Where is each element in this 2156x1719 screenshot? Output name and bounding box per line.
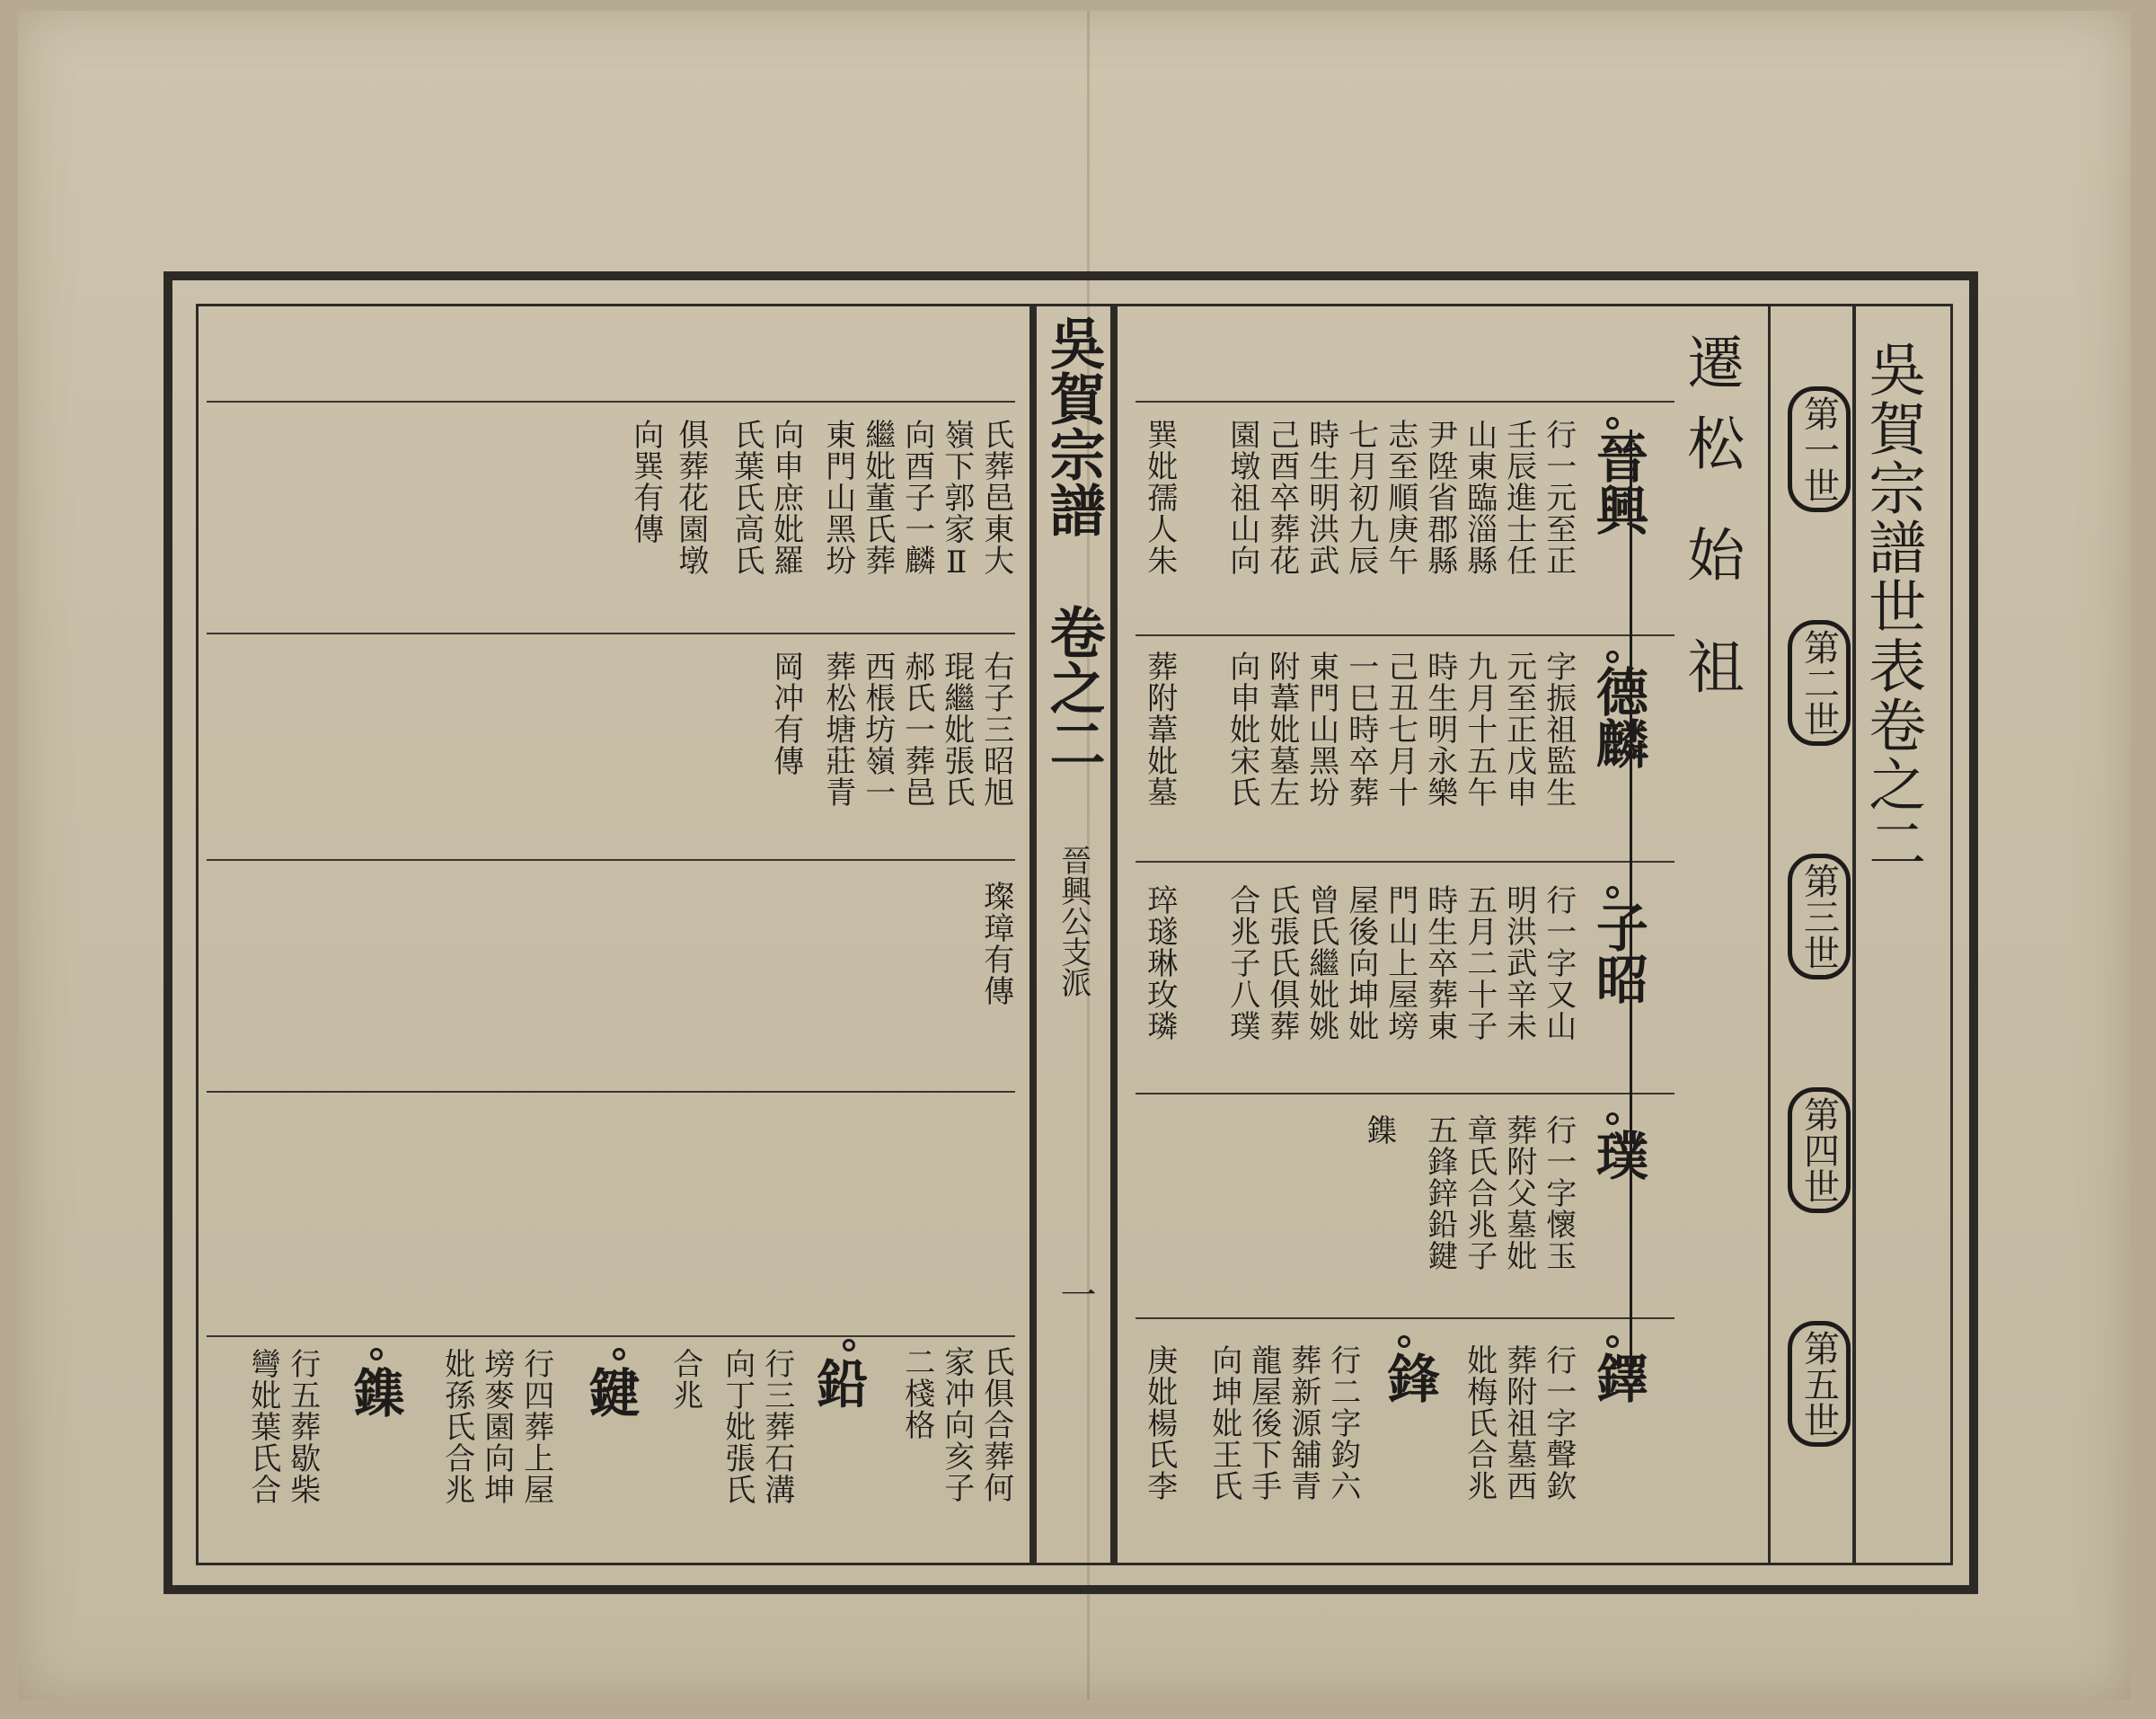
left-band1-2: 嶺下郭家Ⅱ [938, 419, 975, 581]
center-column-left-border [1029, 304, 1037, 1565]
generation-column-border [1768, 304, 1771, 1565]
note-duo-2: 葬附祖墓西 [1500, 1344, 1537, 1502]
node-jinxing [1606, 417, 1619, 430]
node-pu [1606, 1112, 1619, 1125]
center-volume: 卷之二 [1040, 604, 1107, 771]
left-band2-5: 葬松塘莊青 [819, 651, 856, 808]
node-duo [1606, 1335, 1619, 1348]
ancestor-label-1: 遷 [1677, 332, 1745, 390]
right-rule-4 [1135, 1093, 1674, 1094]
left-band1-1: 氏葬邑東大 [977, 419, 1014, 576]
left-band1-6: 向申庶妣羅 [767, 419, 804, 576]
note-zizhao-1: 行一字又山 [1540, 884, 1577, 1041]
person-qian: 鉛 [807, 1357, 869, 1409]
ancestor-label-2: 松 始 祖 [1677, 413, 1745, 713]
title-column-border [1852, 304, 1856, 1565]
note-duo-1: 行一字聲欽 [1540, 1344, 1577, 1502]
note-pu-2: 葬附父墓妣 [1500, 1114, 1537, 1272]
node-delin [1606, 651, 1619, 663]
generation-badge-1: 第一世 [1788, 386, 1851, 512]
person-delin: 德麟 [1586, 665, 1648, 769]
right-rule-3 [1135, 861, 1674, 863]
person-jinxing: 晉興 [1586, 431, 1648, 536]
note-jinxing-4: 尹陞省郡縣 [1421, 419, 1458, 576]
note-jinxing-6: 七月初九辰 [1342, 419, 1379, 576]
person-zizhao: 子昭 [1586, 900, 1648, 1005]
note-ji-2: 彎妣葉氏合 [244, 1348, 281, 1505]
person-pu: 璞 [1586, 1129, 1648, 1181]
note-qian-1: 行三葬石溝 [758, 1348, 795, 1505]
note-jinxing-8: 己酉卒葬花 [1263, 419, 1300, 576]
note-zizhao-6: 屋後向坤妣 [1342, 884, 1379, 1041]
generation-badge-3: 第三世 [1788, 854, 1851, 979]
note-zizhao-4: 時生卒葬東 [1421, 884, 1458, 1041]
right-rule-1 [1135, 401, 1674, 403]
note-jinxing-9: 園墩祖山向 [1224, 419, 1260, 576]
node-ji [370, 1348, 383, 1360]
center-title: 吳賀宗譜 [1040, 315, 1107, 537]
note-zizhao-2: 明洪武辛未 [1500, 884, 1537, 1041]
left-rule-5 [207, 1335, 1015, 1337]
left-band2-6: 岡冲有傳 [767, 651, 804, 776]
center-page-number: 一 [1055, 1276, 1096, 1312]
note-delin-4: 時生明永樂 [1421, 651, 1458, 808]
generation-badge-5: 第五世 [1788, 1321, 1851, 1447]
node-zizhao [1606, 886, 1619, 899]
node-feng [1398, 1335, 1410, 1348]
person-ji: 鏶 [343, 1366, 405, 1418]
left-band5-2: 家冲向亥子 [938, 1346, 975, 1503]
note-delin-7: 東門山黑坋 [1303, 651, 1339, 808]
left-band2-2: 琨繼妣張氏 [938, 651, 975, 808]
note-delin-3: 九月十五午 [1461, 651, 1498, 808]
note-jian-2: 塝麥園向坤 [478, 1348, 515, 1505]
generation-badge-4: 第四世 [1788, 1087, 1851, 1213]
note-pu-5: 鏶 [1360, 1114, 1397, 1146]
left-band5-3: 二棧格 [898, 1346, 935, 1440]
note-qian-3: 合兆 [667, 1348, 703, 1411]
note-delin-1: 字振祖監生 [1540, 651, 1577, 808]
left-rule-2 [207, 633, 1015, 634]
note-delin-8: 附葦妣墓左 [1263, 651, 1300, 808]
note-pu-4: 五鋒鋅鉛鍵 [1421, 1114, 1458, 1272]
left-band2-1: 右子三昭旭 [977, 651, 1014, 808]
note-zizhao-10: 琗璲琳玫璘 [1141, 884, 1178, 1041]
center-branch: 晉興公支派 [1055, 845, 1091, 997]
note-feng-2: 葬新源舖青 [1285, 1344, 1321, 1502]
left-rule-3 [207, 859, 1015, 861]
note-feng-4: 向坤妣王氏 [1206, 1344, 1242, 1502]
note-feng-1: 行二字鈞六 [1324, 1344, 1361, 1502]
left-band1-5: 東門山黑坋 [819, 419, 856, 576]
left-band5-1: 氏俱合葬何 [977, 1346, 1014, 1503]
note-delin-2: 元至正戊申 [1500, 651, 1537, 808]
left-band3-1: 璨璋有傳 [977, 881, 1014, 1006]
note-duo-3: 妣梅氏合兆 [1461, 1344, 1498, 1502]
note-pu-3: 章氏合兆子 [1461, 1114, 1498, 1272]
center-column-right-border [1110, 304, 1118, 1565]
page-title: 吳賀宗譜世表卷之二 [1859, 340, 1926, 873]
note-zizhao-5: 門山上屋塝 [1382, 884, 1418, 1041]
note-pu-1: 行一字懷玉 [1540, 1114, 1577, 1272]
note-qian-2: 向丁妣張氏 [719, 1348, 755, 1505]
person-jian: 鍵 [579, 1366, 641, 1418]
left-band1-4: 繼妣董氏葬 [859, 419, 896, 576]
generation-badge-2: 第二世 [1788, 620, 1851, 746]
note-zizhao-7: 曾氏繼妣姚 [1303, 884, 1339, 1041]
note-jinxing-10: 巽妣孺人朱 [1141, 419, 1178, 576]
note-feng-3: 龍屋後下手 [1245, 1344, 1282, 1502]
node-qian [843, 1339, 855, 1351]
note-delin-5: 己丑七月十 [1382, 651, 1418, 808]
note-jinxing-7: 時生明洪武 [1303, 419, 1339, 576]
left-band1-7: 氏葉氏高氏 [728, 419, 764, 576]
note-jinxing-2: 壬辰進士任 [1500, 419, 1537, 576]
person-duo: 鐸 [1586, 1351, 1648, 1404]
left-rule-1 [207, 401, 1015, 403]
note-zizhao-8: 氏張氏俱葬 [1263, 884, 1300, 1041]
person-feng: 鋒 [1378, 1351, 1440, 1404]
note-delin-9: 向申妣宋氏 [1224, 651, 1260, 808]
left-band1-3: 向酉子一麟 [898, 419, 935, 576]
left-band1-9: 向巽有傳 [627, 419, 664, 545]
node-jian [613, 1348, 625, 1360]
note-delin-10: 葬附葦妣墓 [1141, 651, 1178, 808]
note-jian-3: 妣孫氏合兆 [438, 1348, 475, 1505]
left-rule-4 [207, 1091, 1015, 1093]
note-zizhao-9: 合兆子八璞 [1224, 884, 1260, 1041]
left-band2-4: 西棖坊嶺一 [859, 651, 896, 808]
lineage-line [1630, 430, 1632, 1368]
note-jinxing-1: 行一元至正 [1540, 419, 1577, 576]
note-ji-1: 行五葬歇柴 [284, 1348, 321, 1505]
note-delin-6: 一巳時卒葬 [1342, 651, 1379, 808]
left-band2-3: 郝氏一葬邑 [898, 651, 935, 808]
right-rule-2 [1135, 634, 1674, 636]
note-feng-5: 庚妣楊氏李 [1141, 1344, 1178, 1502]
note-zizhao-3: 五月二十子 [1461, 884, 1498, 1041]
note-jinxing-3: 山東臨淄縣 [1461, 419, 1498, 576]
note-jinxing-5: 志至順庚午 [1382, 419, 1418, 576]
right-rule-5 [1135, 1317, 1674, 1319]
left-band1-8: 俱葬花園墩 [672, 419, 709, 576]
note-jian-1: 行四葬上屋 [517, 1348, 554, 1505]
